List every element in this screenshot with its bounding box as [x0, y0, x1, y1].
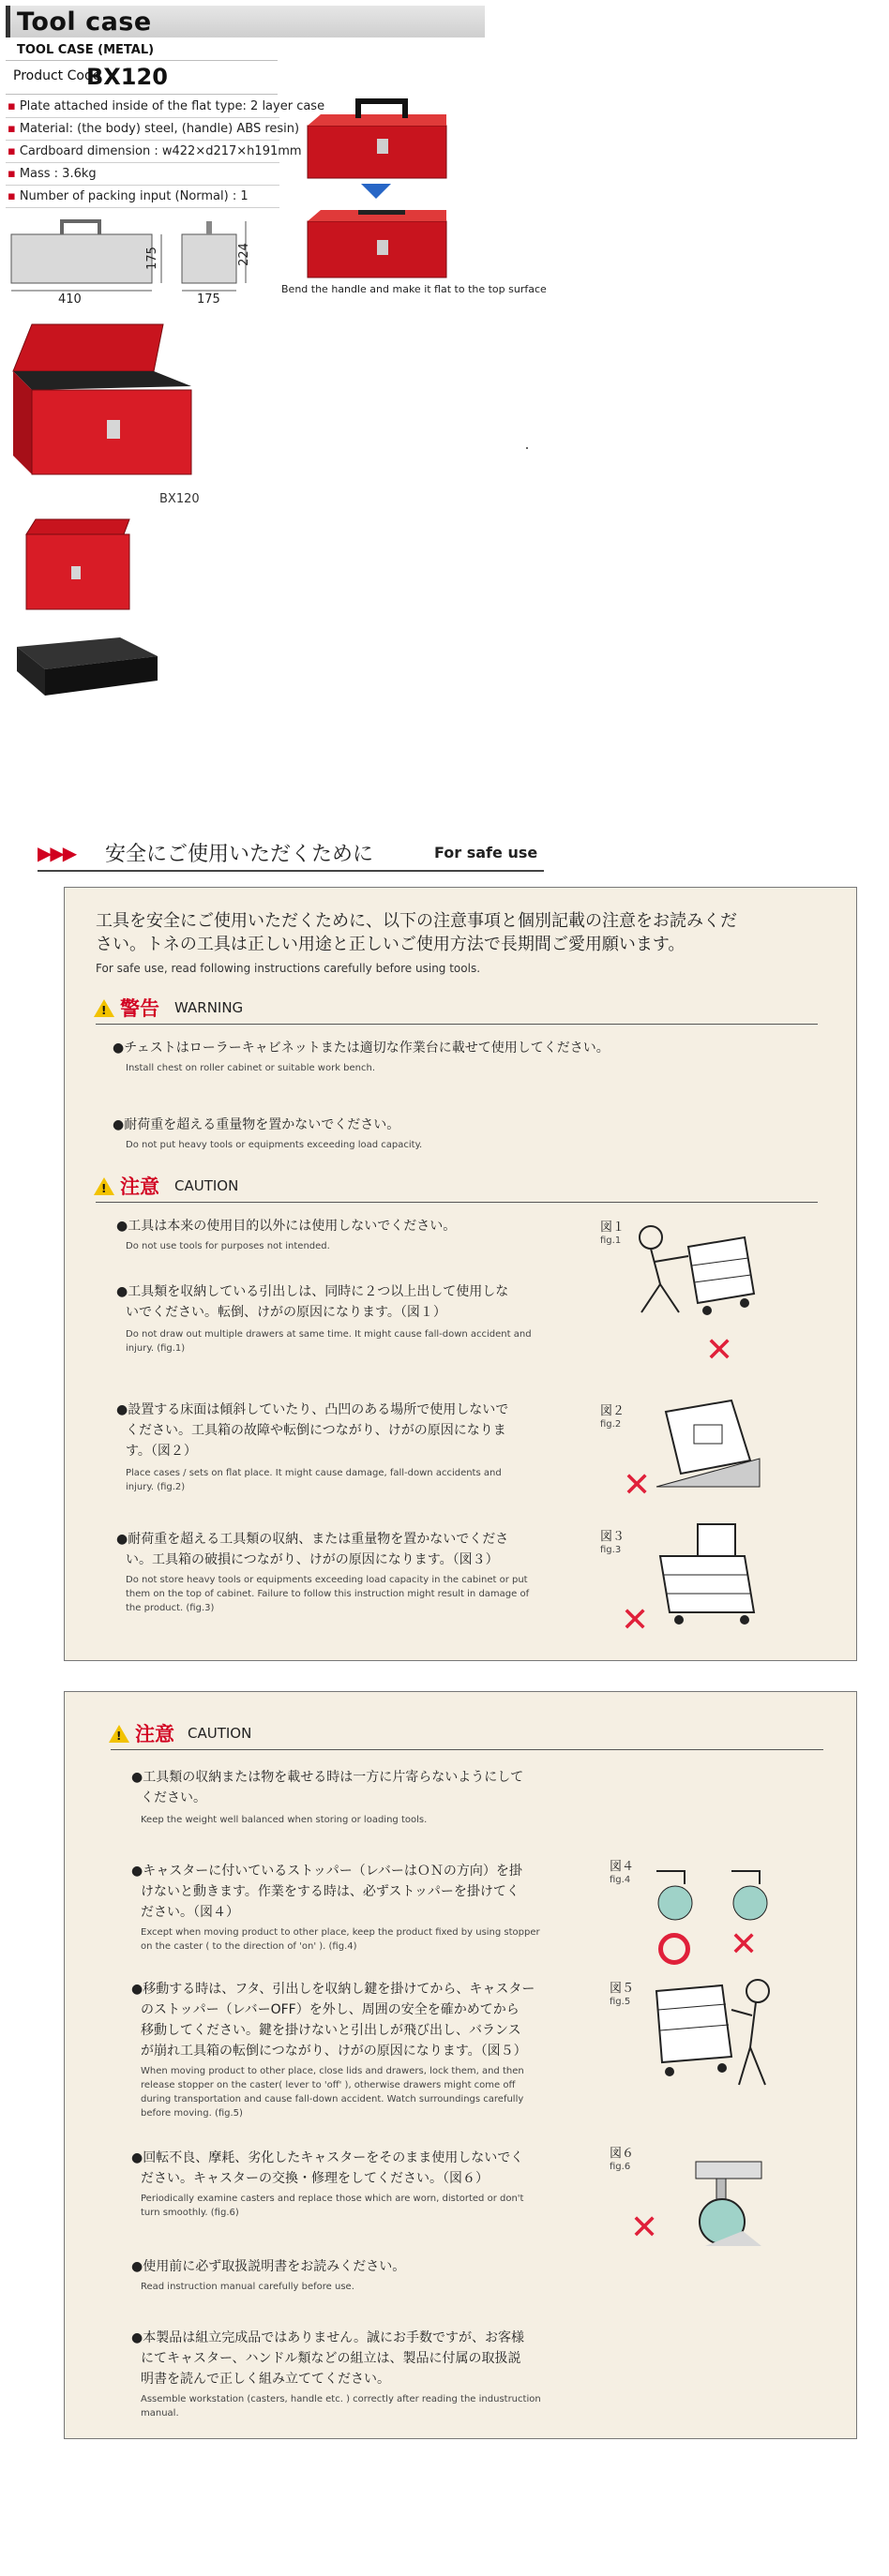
caution-item-jp: ●本製品は組立完成品ではありません。誠にお手数ですが、お客様 — [131, 2330, 525, 2345]
caution-item-jp: ください。工具箱の故障や転倒につながり、けがの原因になりま — [126, 1423, 506, 1438]
warning-item-en: Do not put heavy tools or equipments exceeding load capacity. — [126, 1140, 423, 1150]
fig-label: 図６ — [610, 2147, 635, 2161]
caution-item-en: them on the top of cabinet. Failure to follow this instruction might result in damage of — [126, 1589, 530, 1599]
caution-item-en: Do not store heavy tools or equipments exceeding load capacity in the cabinet or put — [126, 1575, 528, 1585]
caution-item-en: When moving product to other place, close lids and drawers, lock them, and then — [141, 2066, 524, 2076]
caution-item-jp: いでください。転倒、けがの原因になります。（図１） — [126, 1305, 446, 1320]
caution-item-jp: 明書を読んで正しく組み立ててください。 — [141, 2372, 390, 2387]
caution-item-en: manual. — [141, 2408, 179, 2419]
caution-item-en: Read instruction manual carefully before use. — [141, 2282, 354, 2292]
arrow-down-icon — [359, 182, 393, 201]
warning-en: WARNING — [174, 999, 244, 1016]
spec-item: ▪ Material: (the body) steel, (handle) ABS resin) — [8, 122, 300, 136]
x-mark-icon: ✕ — [621, 1601, 650, 1640]
divider — [6, 185, 279, 186]
fig-label: 図２ — [600, 1404, 625, 1418]
x-mark-icon: ✕ — [730, 1925, 759, 1964]
exclamation-icon: ! — [101, 1182, 107, 1195]
fig-label: 図５ — [610, 1982, 635, 1996]
caution-item-jp: ●使用前に必ず取扱説明書をお読みください。 — [131, 2259, 406, 2274]
caution-item-jp: が崩れ工具箱の転倒につながり、けがの原因になります。（図５） — [141, 2044, 527, 2059]
fig-label-en: fig.3 — [600, 1545, 622, 1555]
caution-item-jp: ●耐荷重を超える工具類の収納、または重量物を置かないでくださ — [116, 1532, 509, 1547]
divider — [111, 1749, 823, 1750]
product-photo-open — [4, 315, 201, 484]
caution-item-en: on the caster ( to the direction of 'on' ). (fig.4) — [141, 1941, 357, 1952]
exclamation-icon: ! — [101, 1004, 107, 1017]
caution-item-jp: す。（図２） — [126, 1444, 197, 1459]
divider — [38, 870, 544, 872]
caution-item-jp: ●設置する床面は傾斜していたり、凸凹のある場所で使用しないで — [116, 1402, 509, 1417]
caution-item-en: during transportation and cause fall-down accident. Watch surroundings carefully — [141, 2094, 524, 2104]
dim-depth: 175 — [197, 292, 220, 307]
photo-caption: BX120 — [159, 492, 200, 506]
caution-item-jp: ださい。キャスターの交換・修理をしてください。（図６） — [141, 2171, 489, 2186]
product-code: BX120 — [86, 64, 168, 90]
caution-item-en: Keep the weight well balanced when storing or loading tools. — [141, 1815, 428, 1825]
caution-item-en: injury. (fig.1) — [126, 1343, 186, 1354]
safety-title-en: For safe use — [434, 844, 538, 861]
caution-item-jp: ください。 — [141, 1790, 206, 1805]
caution-item-en: before moving. (fig.5) — [141, 2108, 243, 2119]
caution-item-en: Except when moving product to other place, keep the product fixed by using stopper — [141, 1927, 540, 1938]
divider — [6, 94, 278, 95]
caution-item-jp: ださい。（図４） — [141, 1905, 239, 1920]
page-title: Tool case — [17, 7, 152, 37]
caution-item-en: turn smoothly. (fig.6) — [141, 2208, 239, 2218]
caution-item-jp: ●工具は本来の使用目的以外には使用しないでください。 — [116, 1219, 457, 1234]
dim-height-side: 224 — [236, 243, 251, 266]
caution-jp: 注意 — [135, 1723, 174, 1745]
dot — [526, 447, 528, 449]
fig-label-en: fig.1 — [600, 1236, 622, 1246]
page-subtitle: TOOL CASE (METAL) — [17, 43, 155, 57]
caution-item-en: Do not use tools for purposes not intended. — [126, 1241, 330, 1251]
fig6-illustration — [668, 2156, 780, 2250]
caution-item-en: injury. (fig.2) — [126, 1482, 186, 1492]
caution-item-jp: ●キャスターに付いているストッパー（レバーはＯＮの方向）を掛 — [131, 1864, 522, 1879]
product-code-label: Product Code — [13, 68, 101, 83]
intro-jp-2: さい。トネの工具は正しい用途と正しいご使用方法で長期間ご愛用願います。 — [96, 935, 686, 954]
fig-label-en: fig.6 — [610, 2162, 631, 2172]
caution-jp: 注意 — [120, 1176, 159, 1198]
caution-en: CAUTION — [174, 1177, 239, 1194]
box-handle-up-image — [302, 97, 452, 182]
caution-item-en: release stopper on the caster( lever to 'off' ), otherwise drawers might come off — [141, 2080, 516, 2090]
intro-jp-1: 工具を安全にご使用いただくために、以下の注意事項と個別記載の注意をお読みくだ — [96, 911, 737, 931]
handle-caption: Bend the handle and make it flat to the top surface — [281, 283, 547, 295]
x-mark-icon: ✕ — [630, 2209, 659, 2247]
caution-item-jp: ●工具類を収納している引出しは、同時に２つ以上出して使用しな — [116, 1284, 509, 1299]
caution-item-jp: にてキャスター、ハンドル類などの組立は、製品に付属の取扱説 — [141, 2351, 521, 2366]
fig-label: 図３ — [600, 1530, 625, 1544]
caution-item-en: Assemble workstation (casters, handle etc. ) correctly after reading the industruction — [141, 2394, 541, 2404]
fig-label: 図４ — [610, 1860, 635, 1874]
fig-label-en: fig.4 — [610, 1875, 631, 1885]
warning-jp: 警告 — [120, 997, 159, 1020]
intro-en: For safe use, read following instructions carefully before using tools. — [96, 962, 481, 975]
spec-item: ▪ Number of packing input (Normal) : 1 — [8, 189, 249, 203]
caution-item-en: the product. (fig.3) — [126, 1603, 215, 1613]
spec-item: ▪ Mass : 3.6kg — [8, 167, 97, 181]
x-mark-icon: ✕ — [623, 1466, 652, 1505]
ok-mark-icon — [658, 1933, 690, 1965]
fig4-illustration — [647, 1865, 788, 1925]
caution-item-jp: ●移動する時は、フタ、引出しを収納し鍵を掛けてから、キャスター — [131, 1982, 535, 1997]
caution-item-en: Periodically examine casters and replace those which are worn, distorted or don't — [141, 2194, 524, 2204]
fig1-illustration — [623, 1209, 763, 1331]
caution-item-jp: 移動してください。鍵を掛けないと引出しが飛び出し、バランス — [141, 2023, 521, 2038]
caution-item-jp: い。工具箱の破損につながり、けがの原因になります。（図３） — [126, 1552, 499, 1567]
fig3-illustration — [641, 1519, 763, 1631]
caution-item-jp: けないと動きます。作業をする時は、必ずストッパーを掛けてく — [141, 1884, 520, 1899]
fig5-illustration — [647, 1972, 788, 2094]
caution-item-jp: ●工具類の収納または物を載せる時は一方に片寄らないようにして — [131, 1770, 524, 1785]
caution-item-en: Do not draw out multiple drawers at same time. It might cause fall-down accident and — [126, 1329, 532, 1340]
product-photo-tray — [8, 516, 158, 703]
divider — [96, 1024, 818, 1025]
box-handle-flat-image — [302, 202, 452, 281]
divider — [6, 60, 278, 61]
divider — [6, 117, 279, 118]
warning-item-en: Install chest on roller cabinet or suitable work bench. — [126, 1063, 376, 1073]
caution-en: CAUTION — [188, 1725, 252, 1742]
warning-item-jp: ●耐荷重を超える重量物を置かないでください。 — [113, 1117, 400, 1132]
fig-label-en: fig.5 — [610, 1997, 631, 2007]
caution-item-en: Place cases / sets on flat place. It might cause damage, fall-down accidents and — [126, 1468, 502, 1478]
fig-label: 図１ — [600, 1221, 625, 1235]
dim-height-front: 175 — [144, 247, 159, 270]
warning-item-jp: ●チェストはローラーキャビネットまたは適切な作業台に載せて使用してください。 — [113, 1041, 610, 1056]
divider — [6, 140, 279, 141]
divider — [96, 1202, 818, 1203]
divider — [6, 162, 279, 163]
caution-item-jp: ●回転不良、摩耗、劣化したキャスターをそのまま使用しないでく — [131, 2150, 524, 2165]
caution-item-jp: のストッパー（レバーOFF）を外し、周囲の安全を確かめてから — [141, 2002, 520, 2017]
spec-item: ▪ Plate attached inside of the flat type: 2 layer case — [8, 99, 325, 113]
fig-label-en: fig.2 — [600, 1419, 622, 1430]
arrow-marks-icon: ▶▶▶ — [38, 842, 76, 864]
fig2-illustration — [647, 1393, 769, 1496]
exclamation-icon: ! — [116, 1730, 122, 1743]
safety-title-jp: 安全にご使用いただくために — [105, 843, 374, 866]
spec-item: ▪ Cardboard dimension : w422×d217×h191mm — [8, 144, 302, 158]
dim-width: 410 — [58, 292, 82, 307]
x-mark-icon: ✕ — [705, 1331, 734, 1370]
divider — [6, 207, 279, 208]
